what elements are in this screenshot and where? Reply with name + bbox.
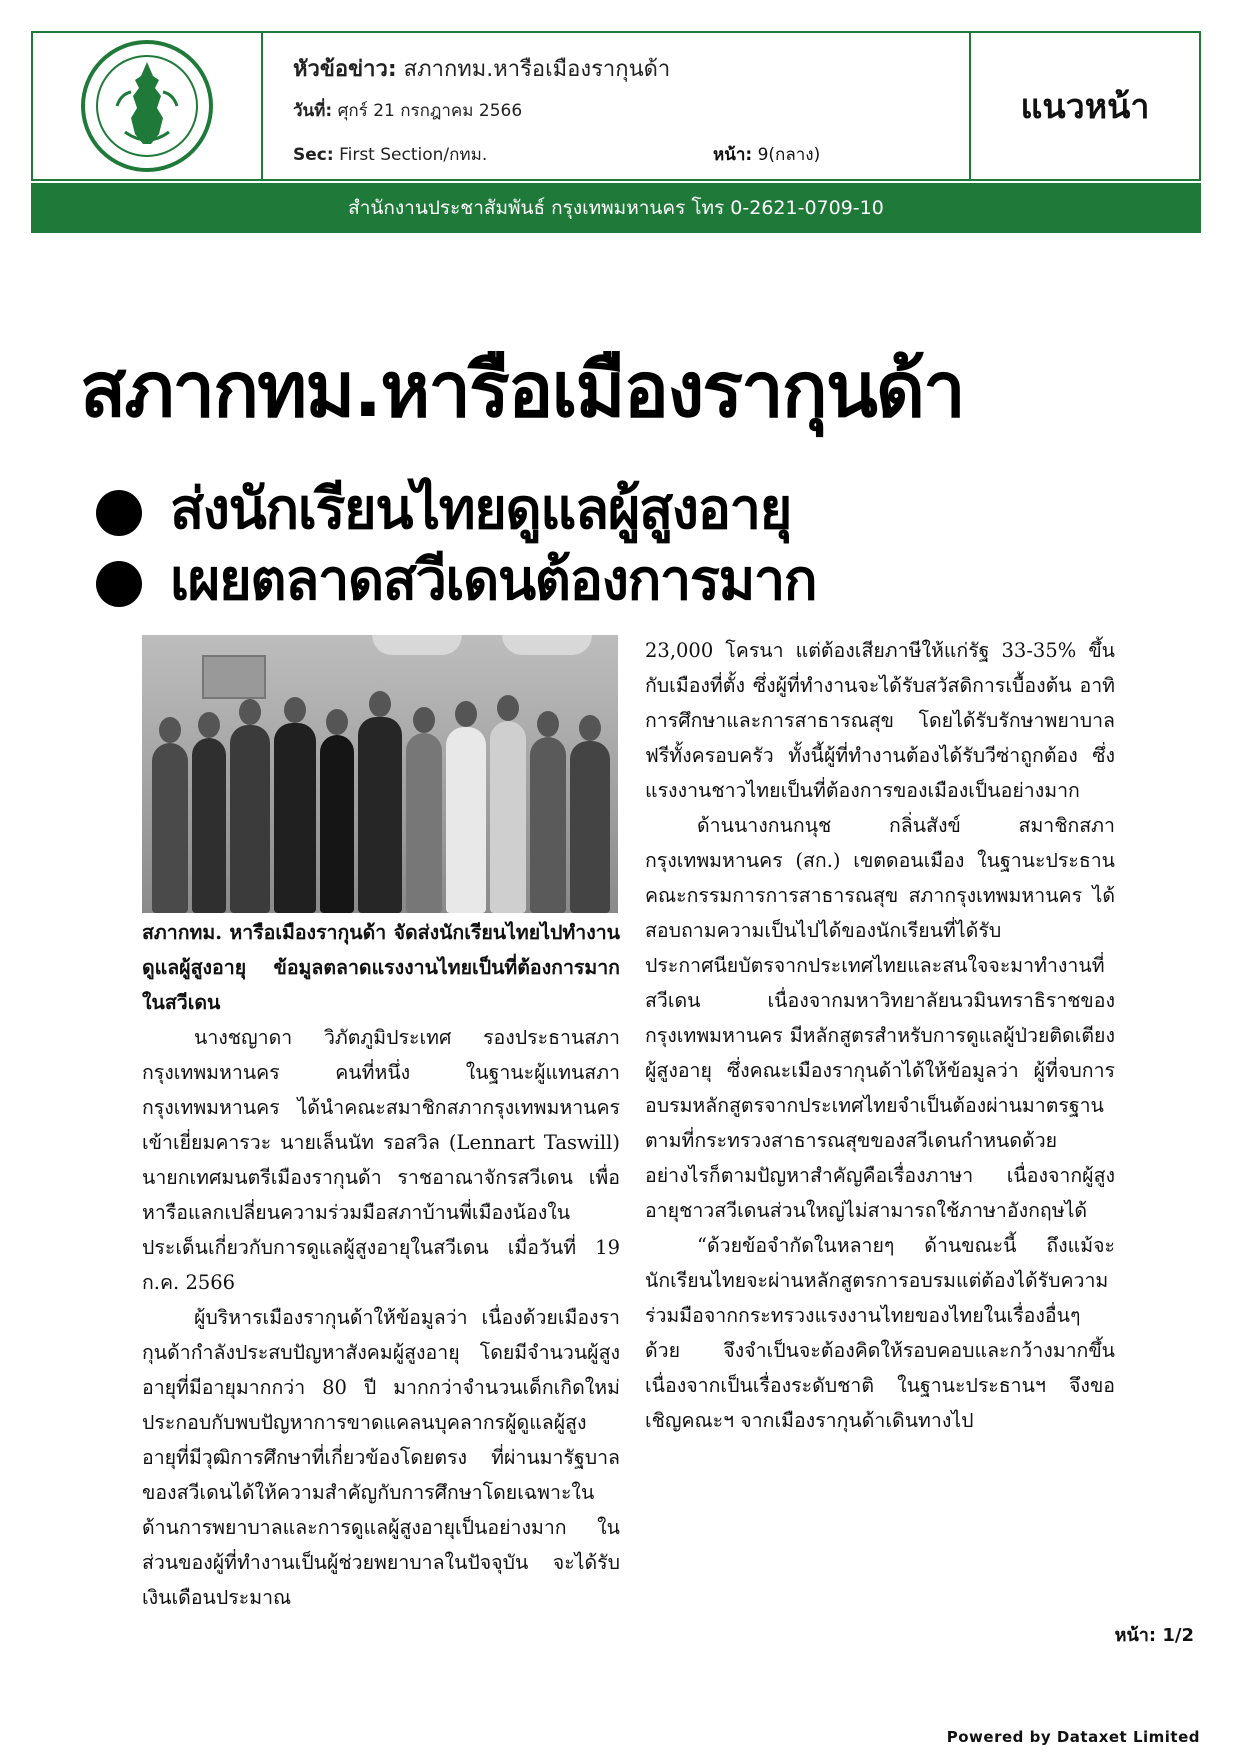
section-line — [293, 141, 487, 168]
headline-value: สภากทม.หารือเมืองรากุนด้า — [403, 57, 671, 82]
article-paragraph: ผู้บริหารเมืองรากุนด้าให้ข้อมูลว่า เนื่องด้วยเมืองรากุนด้ากำลังประสบปัญหาสังคมผู้สูงอายุ โดยมีจำนวนผู้สูงอายุที่มีอายุมากกว่า 80 ปี มากกว่าจำนวนเด็กเกิดใหม่ ประกอบกับพบปัญหาการขาดแคลนบุคลากรผู้ดูแลผู้สูงอายุที่มีวุฒิการศึกษาที่เกี่ยวข้องโดยตรง ที่ผ่านมารัฐบาลของสวีเดนได้ให้ความสำคัญกับการศึกษาโดยเฉพาะในด้านการพยาบาลและการดูแลผู้สูงอายุเป็นอย่างมาก ในส่วนของผู้ที่ทำงานเป็นผู้ช่วยพยาบาลในปัจจุบัน จะได้รับเงินเดือนประมาณ — [142, 1306, 620, 1609]
article-paragraph: นางชญาดา วิภัตภูมิประเทศ รองประธานสภากรุงเทพมหานคร คนที่หนึ่ง ในฐานะผู้แทนสภากรุงเทพมหานคร ได้นำคณะสมาชิกสภากรุงเทพมหานครเข้าเยี่ยมคารวะ นายเล็นนัท รอสวิล (Lennart Taswill) นายกเทศมนตรีเมืองรากุนด้า ราชอาณาจักรสวีเดน เพื่อหารือแลกเปลี่ยนความร่วมมือสภาบ้านพี่เมืองน้องในประเด็นเกี่ยวกับการดูแลผู้สูงอายุในสวีเดน เมื่อวันที่ 19 ก.ค. 2566 — [142, 1026, 620, 1294]
bullet-1 — [96, 477, 1096, 542]
group-photo — [142, 635, 618, 913]
person-figure — [406, 733, 442, 913]
article-paragraph: ด้านนางกนกนุช กลิ่นสังข์ สมาชิกสภากรุงเทพมหานคร (สก.) เขตดอนเมือง ในฐานะประธานคณะกรรมการการสาธารณสุข สภากรุงเทพมหานคร ได้สอบถามความเป็นไปได้ของนักเรียนที่ได้รับประกาศนียบัตรจากประเทศไทยและสนใจจะมาทำงานที่สวีเดน เนื่องจากมหาวิทยาลัยนวมินทราธิราชของกรุงเทพมหานคร มีหลักสูตรสำหรับการดูแลผู้ป่วยติดเตียง ผู้สูงอายุ ซึ่งคณะเมืองรากุนด้าได้ให้ข้อมูลว่า ผู้ที่จบการอบรมหลักสูตรจากประเทศไทยจำเป็นต้องผ่านมาตรฐานตามที่กระทรวงสาธารณสุขของสวีเดนกำหนดด้วย อย่างไรก็ตามปัญหาสำคัญคือเรื่องภาษา เนื่องจากผู้สูงอายุชาวสวีเดนส่วนใหญ่ไม่สามารถใช้ภาษาอังกฤษได้ — [645, 814, 1115, 1222]
bullet-2-text: เผยตลาดสวีเดนต้องการมาก — [170, 548, 817, 613]
person-figure — [446, 727, 486, 913]
date-line — [293, 97, 522, 124]
powered-by: Powered by Dataxet Limited — [946, 1728, 1200, 1746]
ceiling-lamp — [502, 635, 592, 655]
person-figure — [570, 741, 610, 913]
person-figure — [530, 737, 566, 913]
ceiling-lamp — [372, 635, 462, 655]
header-info — [263, 33, 1003, 179]
page-count: หน้า: 1/2 — [1114, 1625, 1194, 1646]
article-title: สภากทม.หารือเมืองรากุนด้า — [80, 345, 964, 434]
page-value: 9(กลาง) — [757, 145, 821, 165]
page-ref — [713, 141, 820, 168]
article-lead: สภากทม. หารือเมืองรากุนด้า จัดส่งนักเรียนไทยไปทำงานดูแลผู้สูงอายุ ข้อมูลตลาดแรงงานไทยเป็นที่ต้องการมากในสวีเดน — [142, 921, 620, 1014]
bullet-dot-icon — [96, 490, 142, 536]
page-label: หน้า: — [713, 145, 753, 165]
person-figure — [274, 723, 316, 913]
newspaper-name: แนวหน้า — [1020, 87, 1150, 127]
article-column-left — [142, 915, 620, 1615]
wall-frame — [202, 655, 266, 699]
section-value: First Section/กทม. — [339, 145, 488, 165]
date-value: ศุกร์ 21 กรกฎาคม 2566 — [337, 101, 523, 121]
header-box — [31, 31, 1201, 181]
headline-label: หัวข้อข่าว: — [293, 57, 397, 82]
bullet-1-text: ส่งนักเรียนไทยดูแลผู้สูงอายุ — [170, 477, 791, 542]
article-paragraph: “ด้วยข้อจำกัดในหลายๆ ด้านขณะนี้ ถึงแม้จะนักเรียนไทยจะผ่านหลักสูตรการอบรมแต่ต้องได้รับความร่วมมือจากกระทรวงแรงงานไทยของไทยในเรื่องอื่นๆ ด้วย จึงจำเป็นจะต้องคิดให้รอบคอบและกว้างมากขึ้น เนื่องจากเป็นเรื่องระดับชาติ ในฐานะประธานฯ จึงขอเชิญคณะฯ จากเมืองรากุนด้าเดินทางไป — [645, 1234, 1115, 1432]
article-column-right — [645, 633, 1115, 1438]
bullet-dot-icon — [96, 561, 142, 607]
date-label: วันที่: — [293, 101, 333, 121]
tag-cell — [969, 33, 1199, 179]
bullet-2 — [96, 548, 1096, 613]
person-figure — [192, 738, 226, 913]
section-label: Sec: — [293, 145, 334, 165]
person-figure — [230, 725, 270, 913]
person-figure — [152, 743, 188, 913]
bangkok-seal-icon — [77, 36, 217, 176]
article-paragraph: 23,000 โครนา แต่ต้องเสียภาษีให้แก่รัฐ 33-35% ขึ้นกับเมืองที่ตั้ง ซึ่งผู้ที่ทำงานจะได้รับสวัสดิการเบื้องต้น อาทิ การศึกษาและการสาธารณสุข โดยได้รับรักษาพยาบาลฟรีทั้งครอบครัว ทั้งนี้ผู้ที่ทำงานต้องได้รับวีซ่าถูกต้อง ซึ่งแรงงานชาวไทยเป็นที่ต้องการของเมืองเป็นอย่างมาก — [645, 639, 1115, 802]
headline-line — [293, 51, 670, 86]
person-figure — [490, 721, 526, 913]
person-figure — [320, 735, 354, 913]
person-figure — [358, 717, 402, 913]
office-bar: สำนักงานประชาสัมพันธ์ กรุงเทพมหานคร โทร 0-2621-0709-10 — [31, 183, 1201, 233]
logo-cell — [33, 33, 263, 179]
